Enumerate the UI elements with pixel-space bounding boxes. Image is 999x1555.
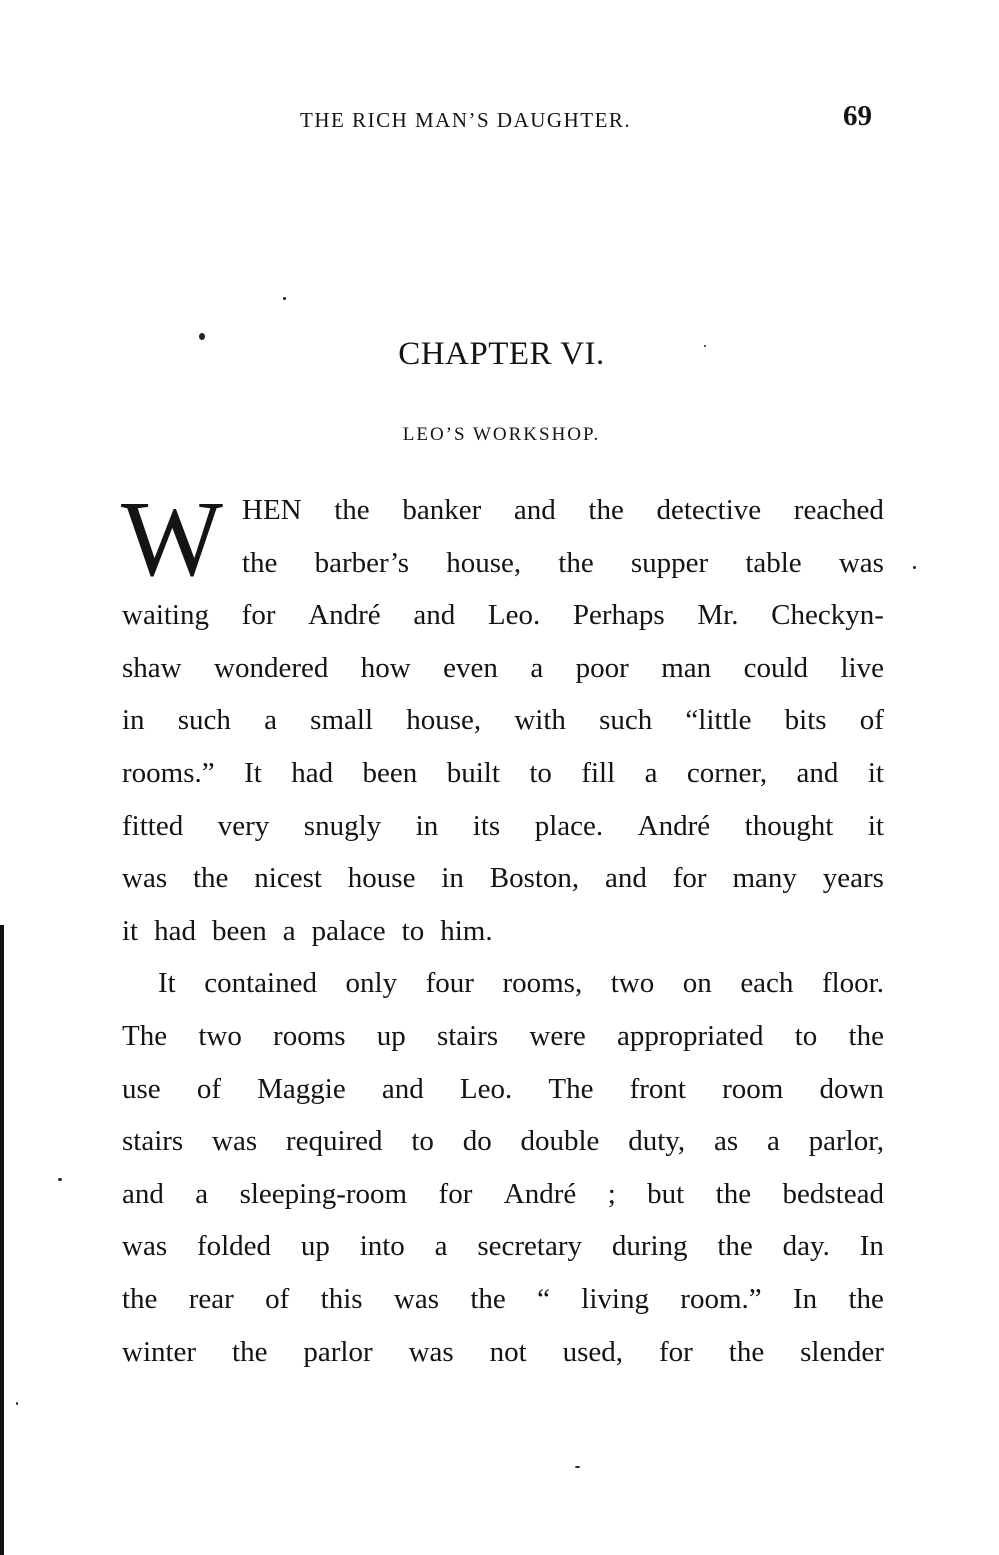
text-line: and a sleeping-room for André ; but the bedstead (122, 1177, 884, 1210)
text-line: the rear of this was the “ living room.” In the (122, 1282, 884, 1315)
text-line: It contained only four rooms, two on each floor. (158, 967, 884, 1000)
text-line: it had been a palace to him. (122, 914, 493, 947)
page-number: 69 (843, 100, 872, 132)
text-line: was the nicest house in Boston, and for many years (122, 862, 884, 895)
running-header-title: THE RICH MAN’S DAUGHTER. (300, 108, 632, 132)
text-line: winter the parlor was not used, for the slender (122, 1335, 884, 1368)
text-line: use of Maggie and Leo. The front room down (122, 1072, 884, 1105)
text-line: in such a small house, with such “little bits of (122, 704, 884, 737)
drop-cap-letter: W (121, 480, 223, 599)
print-speck (913, 566, 916, 569)
print-speck (704, 345, 706, 347)
chapter-subtitle: LEO’S WORKSHOP. (402, 424, 601, 445)
print-speck (283, 297, 286, 300)
text-line: stairs was required to do double duty, as a parlor, (122, 1125, 884, 1158)
text-line: waiting for André and Leo. Perhaps Mr. Checkyn- (122, 599, 884, 632)
text-line: The two rooms up stairs were appropriated to the (122, 1019, 884, 1052)
body-text (121, 480, 884, 1378)
text-line: shaw wondered how even a poor man could live (122, 651, 884, 684)
text-line: rooms.” It had been built to fill a corner, and it (122, 756, 884, 789)
print-speck (199, 333, 205, 340)
chapter-title: CHAPTER VI. (398, 336, 605, 372)
print-speck (575, 1466, 580, 1468)
print-speck (58, 1178, 62, 1181)
text-line: the barber’s house, the supper table was (242, 546, 884, 579)
print-speck (16, 1402, 18, 1405)
text-line: fitted very snugly in its place. André thought it (122, 809, 884, 842)
page-edge-shadow (0, 925, 4, 1555)
text-line: was folded up into a secretary during the day. In (122, 1230, 884, 1263)
text-line: HEN the banker and the detective reached (242, 494, 884, 526)
